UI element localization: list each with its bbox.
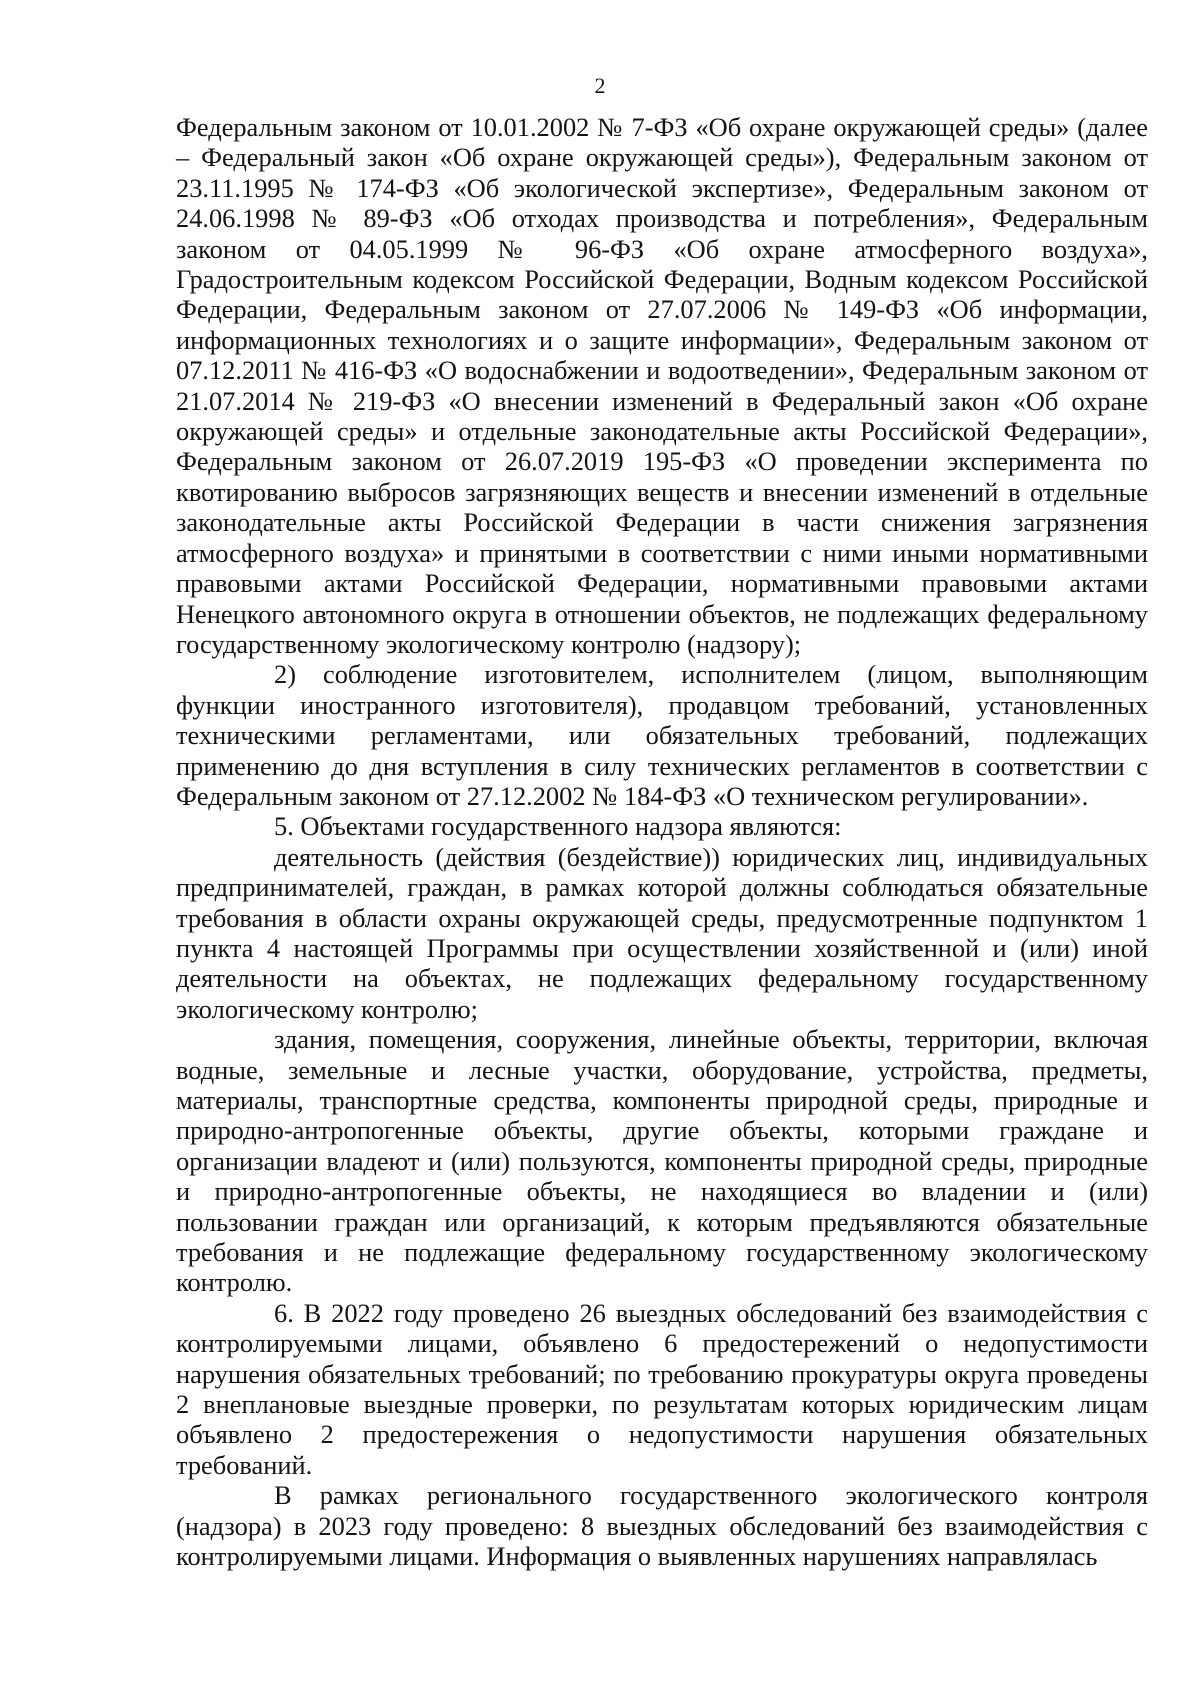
paragraph-section-5-heading: 5. Объектами государственного надзора являются: <box>274 811 842 842</box>
paragraph-section-6-results-2022: 6. В 2022 году проведено 26 выездных обследований без взаимодействия с контролируемыми лицами, объявлено 6 предостережений о недопустимости нарушения обязательных требований; по требованию прокуратуры округа проведены 2 внеплановые выездные проверки, по результатам которых юридическим лицам объявлено 2 предостережения о недопустимости нарушения обязательных требований. <box>176 1297 1148 1480</box>
paragraph-supervision-activity: деятельность (действия (бездействие)) юридических лиц, индивидуальных предпринимателей, граждан, в рамках которой должны соблюдаться обязательные требования в области охраны окружающей среды, предусмотренные подпунктом 1 пункта 4 настоящей Программы при осуществлении хозяйственной и (или) иной деятельности на объектах, не подлежащих федеральному государственному экологическому контролю; <box>176 841 1148 1024</box>
page-number: 2 <box>594 73 606 98</box>
paragraph-legal-acts-list: Федеральным законом от 10.01.2002 № 7-ФЗ «Об охране окружающей среды» (далее – Федеральный закон «Об охране окружающей среды»), Федеральным законом от 23.11.1995 № 174-ФЗ «Об экологической экспертизе», Федеральным законом от 24.06.1998 № 89-ФЗ «Об отходах производства и потребления», Федеральным законом от 04.05.1999 № 96-ФЗ «Об охране атмосферного воздуха», Градостроительным кодексом Российской Федерации, Водным кодексом Российской Федерации, Федеральным законом от 27.07.2006 № 149-ФЗ «Об информации, информационных технологиях и о защите информации», Федеральным законом от 07.12.2011 № 416-ФЗ «О водоснабжении и водоотведении», Федеральным законом от 21.07.2014 № 219-ФЗ «О внесении изменений в Федеральный закон «Об охране окружающей среды» и отдельные законодательные акты Российской Федерации», Федеральным законом от 26.07.2019 195-ФЗ «О проведении эксперимента по квотированию выбросов загрязняющих веществ и внесении изменений в отдельные законодательные акты Российской Федерации в части снижения загрязнения атмосферного воздуха» и принятыми в соответствии с ними иными нормативными правовыми актами Российской Федерации, нормативными правовыми актами Ненецкого автономного округа в отношении объектов, не подлежащих федеральному государственному экологическому контролю (надзору); <box>176 112 1148 659</box>
paragraph-supervision-objects: здания, помещения, сооружения, линейные объекты, территории, включая водные, земельные и лесные участки, оборудование, устройства, предметы, материалы, транспортные средства, компоненты природной среды, природные и природно-антропогенные объекты, другие объекты, которыми граждане и организации владеют и (или) пользуются, компоненты природной среды, природные и природно-антропогенные объекты, не находящиеся во владении и (или) пользовании граждан или организаций, к которым предъявляются обязательные требования и не подлежащие федеральному государственному экологическому контролю. <box>176 1024 1148 1298</box>
paragraph-item-2-compliance: 2) соблюдение изготовителем, исполнителем (лицом, выполняющим функции иностранного изготовителя), продавцом требований, установленных техническими регламентами, или обязательных требований, подлежащих применению до дня вступления в силу технических регламентов в соответствии с Федеральным законом от 27.12.2002 № 184-ФЗ «О техническом регулировании». <box>176 659 1148 811</box>
paragraph-results-2023: В рамках регионального государственного экологического контроля (надзора) в 2023 году проведено: 8 выездных обследований без взаимодействия с контролируемыми лицами. Информация о выявленных нарушениях направлялась <box>176 1480 1148 1572</box>
document-body <box>176 112 1148 1572</box>
